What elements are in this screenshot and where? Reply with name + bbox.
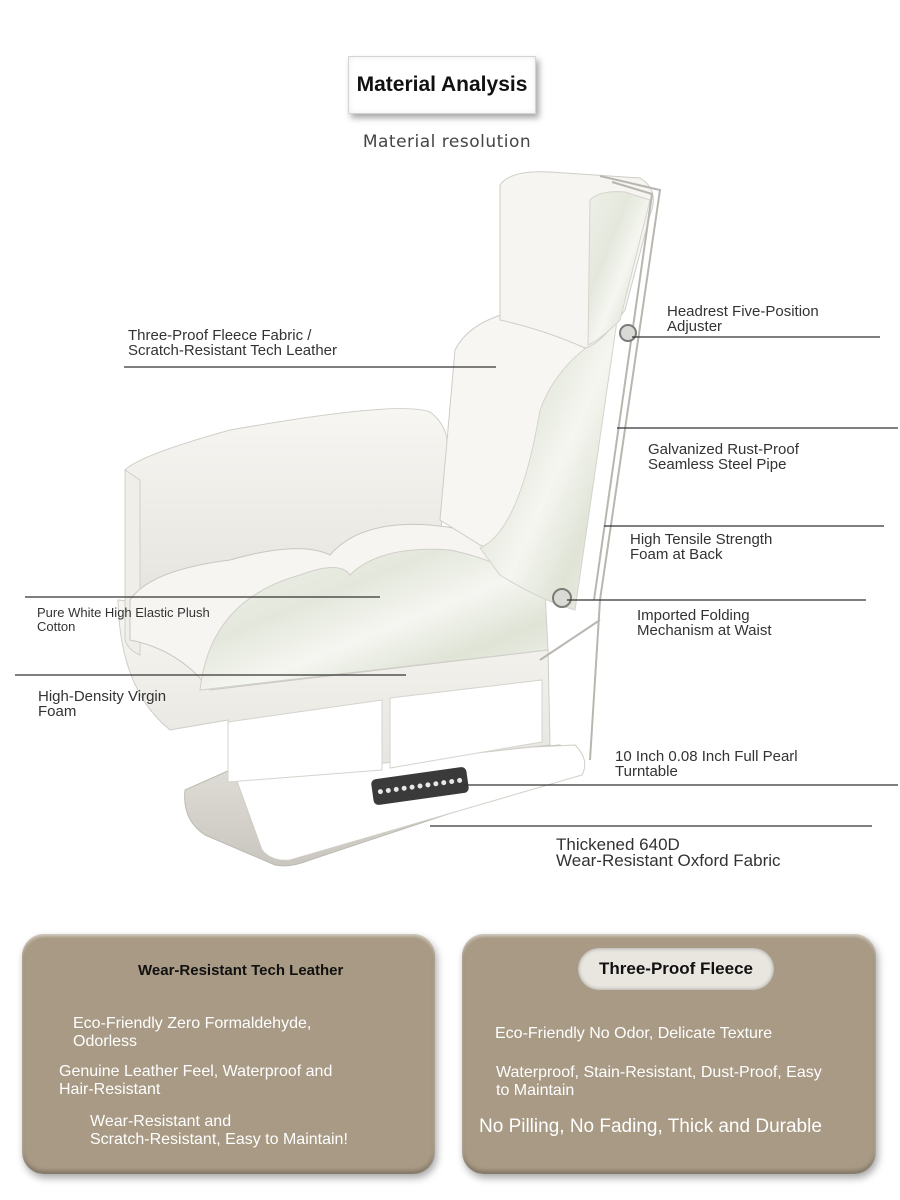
tech-leather-item: Wear-Resistant and Scratch-Resistant, Easy to Maintain!	[90, 1113, 348, 1148]
panel-tech-leather	[22, 934, 435, 1174]
callout-turntable: 10 Inch 0.08 Inch Full Pearl Turntable	[615, 748, 798, 780]
panel-three-proof-fleece	[462, 934, 876, 1174]
callout-steel-pipe: Galvanized Rust-Proof Seamless Steel Pipe	[648, 441, 799, 473]
fleece-item: No Pilling, No Fading, Thick and Durable	[479, 1116, 822, 1137]
callout-folding-mechanism: Imported Folding Mechanism at Waist	[637, 607, 772, 639]
fleece-item: Waterproof, Stain-Resistant, Dust-Proof, Easy to Maintain	[496, 1064, 822, 1099]
tech-leather-item: Genuine Leather Feel, Waterproof and Hair-Resistant	[59, 1063, 333, 1098]
panel-tech-leather-title: Wear-Resistant Tech Leather	[138, 962, 344, 979]
callout-virgin-foam: High-Density Virgin Foam	[38, 688, 167, 720]
section-subtitle: Material resolution	[362, 132, 532, 152]
callout-plush-cotton: Pure White High Elastic Plush Cotton	[37, 605, 210, 634]
chair-headrest	[500, 172, 653, 348]
callout-headrest-adjuster: Headrest Five-Position Adjuster	[667, 303, 819, 335]
fleece-item: Eco-Friendly No Odor, Delicate Texture	[495, 1025, 773, 1042]
tech-leather-item: Eco-Friendly Zero Formaldehyde, Odorless	[73, 1015, 312, 1050]
callout-oxford-fabric: Thickened 640D Wear-Resistant Oxford Fabric	[556, 835, 781, 870]
section-title: Material Analysis	[348, 56, 536, 114]
panel-fleece-title: Three-Proof Fleece	[578, 948, 774, 990]
callout-foam-back: High Tensile Strength Foam at Back	[630, 531, 773, 563]
callout-fabric: Three-Proof Fleece Fabric / Scratch-Resistant Tech Leather	[128, 327, 337, 359]
